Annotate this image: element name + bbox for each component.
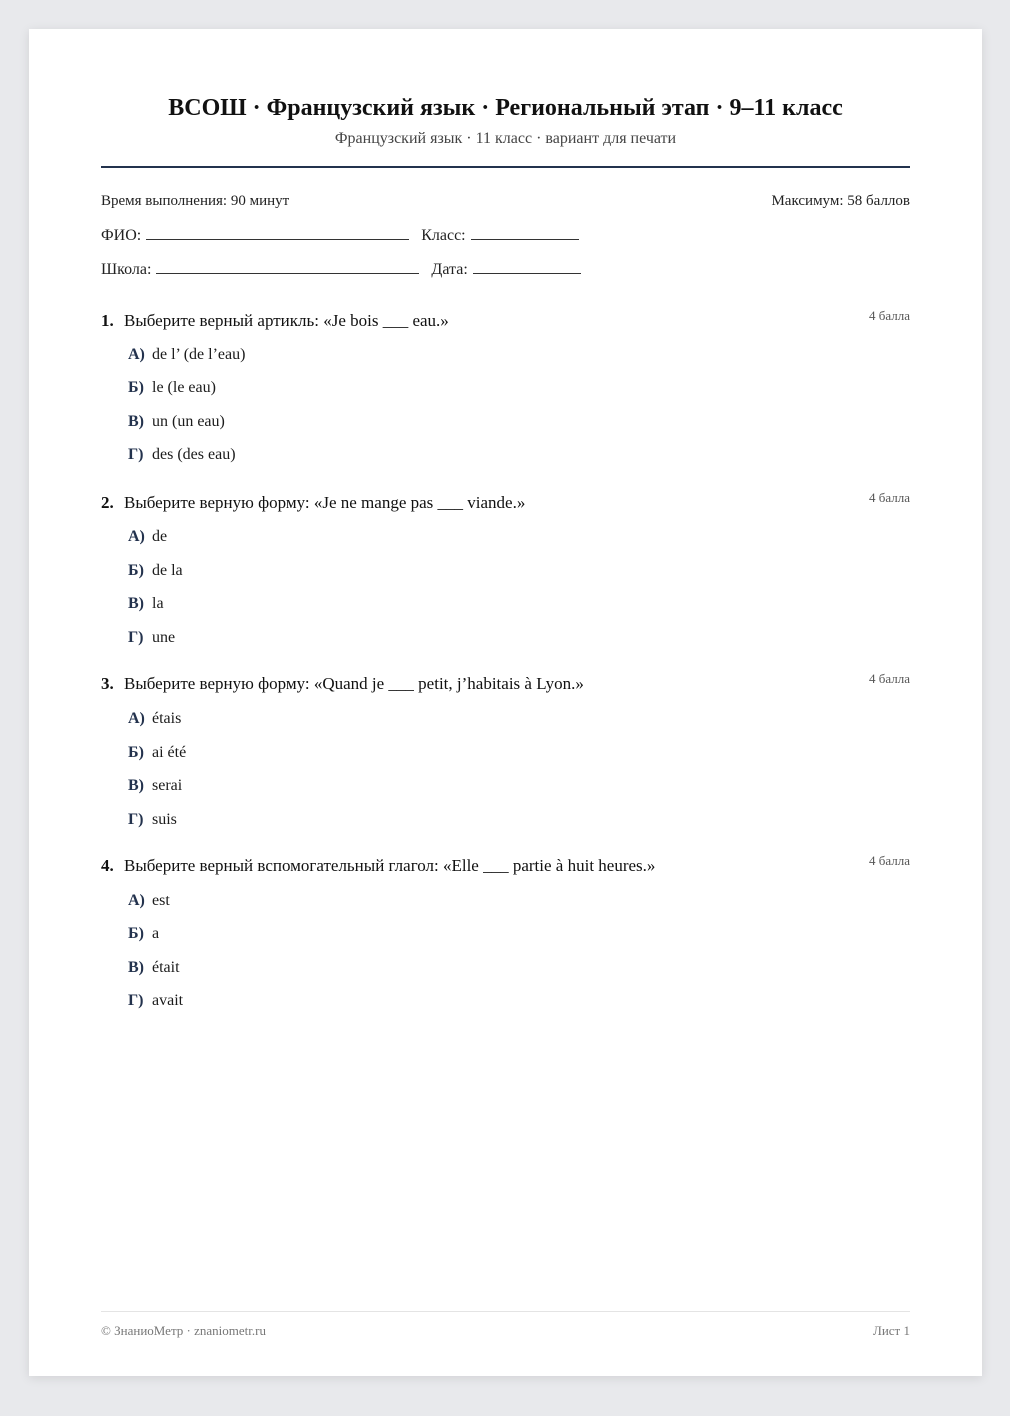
question-points: 4 балла <box>869 490 910 505</box>
question-number: 2. <box>101 493 114 512</box>
option-letter: В) <box>128 777 144 794</box>
max-score: Максимум: 58 баллов <box>771 193 910 209</box>
option-letter: Г) <box>128 992 144 1009</box>
question-text: Выберите верную форму: «Quand je ___ petit, j’habitais à Lyon.» <box>124 674 584 693</box>
option-letter: Б) <box>128 379 144 396</box>
question-number: 3. <box>101 674 114 693</box>
page-subtitle: Французский язык · 11 класс · вариант для печати <box>334 130 677 147</box>
school-field[interactable] <box>156 259 419 274</box>
option-letter: Г) <box>128 811 144 828</box>
option-d[interactable] <box>128 629 175 647</box>
option-letter: Б) <box>128 925 144 942</box>
option-text: des (des eau) <box>152 446 236 463</box>
option-c[interactable] <box>128 595 164 613</box>
option-b[interactable] <box>128 562 183 580</box>
option-c[interactable] <box>128 777 182 795</box>
option-letter: Б) <box>128 562 144 579</box>
question-points: 4 балла <box>869 671 910 686</box>
question-text: Выберите верный вспомогательный глагол: «Elle ___ partie à huit heures.» <box>124 856 656 875</box>
question-header <box>101 308 910 335</box>
name-field[interactable] <box>146 225 409 240</box>
question-number: 1. <box>101 311 114 330</box>
time-limit: Время выполнения: 90 минут <box>101 193 290 209</box>
page-number: Лист 1 <box>873 1323 910 1338</box>
question-header <box>101 671 910 698</box>
option-b[interactable] <box>128 379 216 397</box>
question-4 <box>101 853 910 1009</box>
option-a[interactable] <box>128 710 181 728</box>
question-2 <box>101 490 910 646</box>
school-date-row <box>101 259 593 279</box>
name-label: ФИО: <box>101 227 142 244</box>
question-text: Выберите верный артикль: «Je bois ___ eau.» <box>124 311 449 330</box>
option-text: a <box>152 925 160 942</box>
option-letter: В) <box>128 595 144 612</box>
option-text: ai été <box>152 744 187 761</box>
sheet-content <box>101 29 910 1376</box>
option-letter: Г) <box>128 446 144 463</box>
question-points: 4 балла <box>869 308 910 323</box>
page-title: ВСОШ · Французский язык · Региональный этап · 9–11 класс <box>168 95 843 121</box>
option-a[interactable] <box>128 892 170 910</box>
option-text: un (un eau) <box>152 413 225 430</box>
option-a[interactable] <box>128 346 245 364</box>
question-header <box>101 853 910 880</box>
option-text: étais <box>152 710 182 727</box>
option-d[interactable] <box>128 446 236 464</box>
question-text: Выберите верную форму: «Je ne mange pas ___ viande.» <box>124 493 526 512</box>
date-field[interactable] <box>473 259 581 274</box>
option-letter: А) <box>128 346 145 363</box>
option-c[interactable] <box>128 959 180 977</box>
option-a[interactable] <box>128 528 167 546</box>
option-text: de l’ (de l’eau) <box>152 346 246 363</box>
option-c[interactable] <box>128 413 225 431</box>
option-d[interactable] <box>128 811 177 829</box>
option-text: une <box>152 629 176 646</box>
option-text: le (le eau) <box>152 379 216 396</box>
question-number: 4. <box>101 856 114 875</box>
option-text: suis <box>152 811 177 828</box>
footer-copyright: © ЗнаниоМетр · znaniometr.ru <box>101 1323 266 1338</box>
option-letter: А) <box>128 710 145 727</box>
option-text: la <box>152 595 164 612</box>
option-text: est <box>152 892 170 909</box>
question-points: 4 балла <box>869 853 910 868</box>
school-label: Школа: <box>101 261 152 278</box>
option-text: était <box>152 959 180 976</box>
page-footer <box>101 1323 910 1339</box>
question-header <box>101 490 910 517</box>
option-b[interactable] <box>128 744 186 762</box>
option-text: serai <box>152 777 183 794</box>
option-letter: В) <box>128 413 144 430</box>
class-field[interactable] <box>471 225 579 240</box>
printable-sheet <box>29 29 982 1376</box>
date-label: Дата: <box>431 261 468 278</box>
option-text: avait <box>152 992 184 1009</box>
question-3 <box>101 671 910 828</box>
option-text: de la <box>152 562 183 579</box>
exam-meta <box>101 193 910 210</box>
option-d[interactable] <box>128 992 183 1010</box>
question-1 <box>101 308 910 463</box>
name-class-row <box>101 225 591 245</box>
option-letter: Г) <box>128 629 144 646</box>
option-letter: А) <box>128 528 145 545</box>
option-letter: В) <box>128 959 144 976</box>
class-label: Класс: <box>421 227 466 244</box>
footer-divider <box>101 1311 910 1312</box>
option-letter: А) <box>128 892 145 909</box>
header-divider <box>101 166 910 168</box>
option-letter: Б) <box>128 744 144 761</box>
option-b[interactable] <box>128 925 159 943</box>
option-text: de <box>152 528 168 545</box>
